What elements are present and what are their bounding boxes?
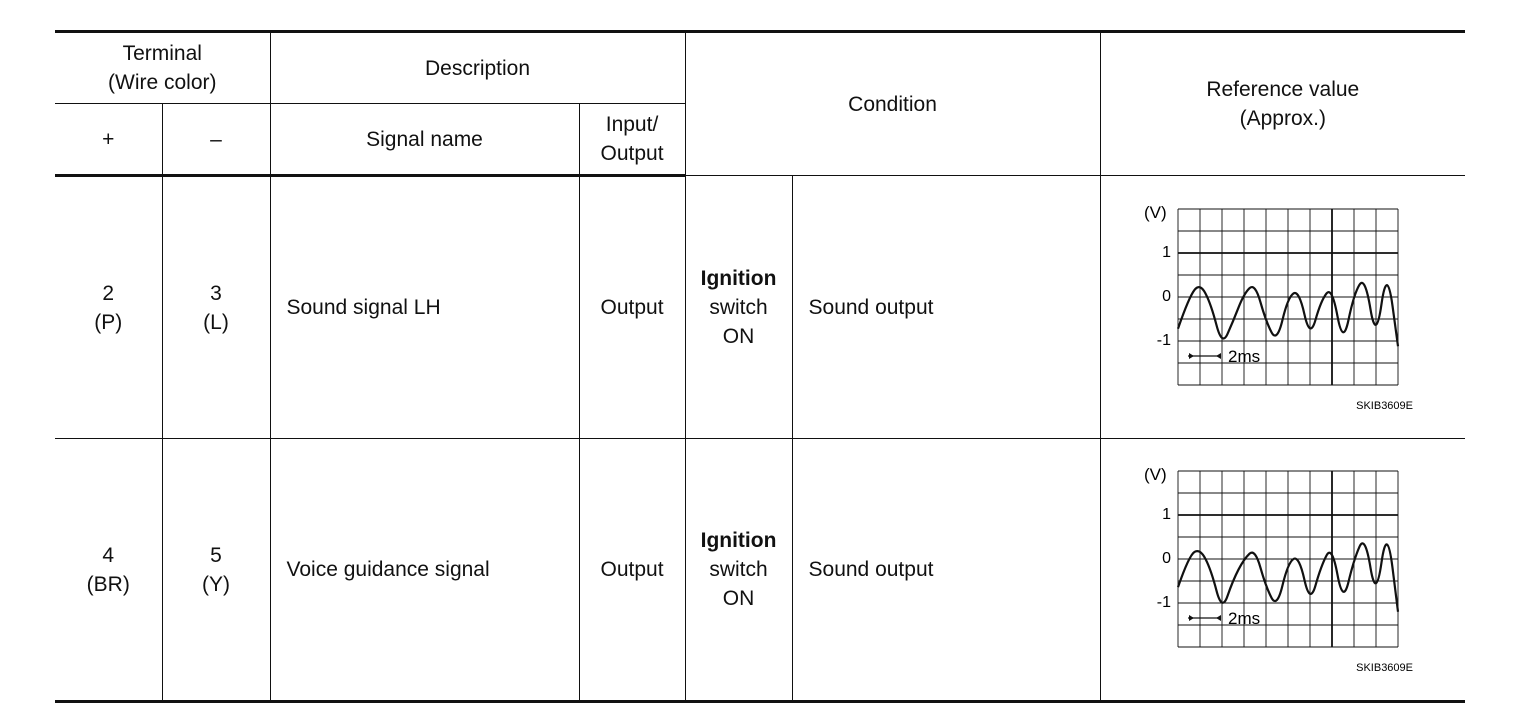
plus-header: + — [55, 104, 162, 176]
wire-color: (BR) — [86, 572, 130, 596]
minus-terminal-cell — [162, 176, 270, 439]
time-scale-label: 2ms — [1227, 346, 1260, 366]
reference-waveform-graph — [1138, 457, 1428, 682]
condition-line: switch — [709, 295, 768, 319]
time-scale-label: 2ms — [1227, 609, 1260, 628]
signal-name-cell: Sound signal LH — [270, 176, 579, 439]
table-row — [55, 439, 1465, 702]
figure-code: SKIB3609E — [1355, 399, 1413, 412]
input-label: Input/ — [605, 113, 659, 136]
graph-grid — [1178, 471, 1398, 647]
reference-header — [1100, 32, 1465, 176]
y-unit-label: (V) — [1143, 465, 1167, 484]
plus-terminal-cell — [55, 176, 162, 439]
condition-cell — [685, 439, 792, 702]
condition-header: Condition — [685, 32, 1100, 176]
minus-terminal-cell — [162, 439, 270, 702]
signal-name-header: Signal name — [270, 104, 579, 176]
wire-color: (Y) — [202, 572, 230, 596]
input-output-cell: Output — [579, 439, 685, 702]
condition-detail-cell: Sound output — [792, 176, 1100, 439]
wire-color: (P) — [94, 310, 123, 334]
terminal-number: 5 — [210, 543, 222, 567]
wire-color-label: (Wire color) — [108, 71, 217, 94]
reference-waveform-graph — [1138, 195, 1428, 420]
table-row — [55, 176, 1465, 439]
condition-line: Ignition — [700, 266, 777, 290]
y-tick-label: 0 — [1161, 550, 1171, 567]
y-tick-label: 0 — [1161, 287, 1171, 305]
time-scale-marker — [1188, 353, 1221, 359]
signal-name-cell: Voice guidance signal — [270, 439, 579, 702]
specification-table — [55, 30, 1465, 703]
condition-line: ON — [722, 587, 755, 610]
condition-line: switch — [709, 558, 768, 581]
condition-line: ON — [722, 324, 755, 348]
terminal-number: 4 — [102, 543, 115, 567]
reference-value-cell — [1100, 439, 1465, 702]
condition-detail-cell: Sound output — [792, 439, 1100, 702]
input-output-cell: Output — [579, 176, 685, 439]
condition-cell — [685, 176, 792, 439]
y-tick-label: 1 — [1161, 243, 1171, 261]
plus-terminal-cell — [55, 439, 162, 702]
minus-header: – — [162, 104, 270, 176]
y-unit-label: (V) — [1143, 202, 1167, 222]
graph-grid — [1178, 209, 1398, 385]
reference-label: Reference value — [1206, 78, 1360, 101]
reference-approx-label: (Approx.) — [1239, 107, 1326, 130]
y-tick-label: -1 — [1156, 331, 1171, 349]
terminal-label: Terminal — [122, 42, 202, 65]
y-tick-label: -1 — [1156, 594, 1171, 611]
y-tick-label: 1 — [1161, 506, 1171, 523]
terminal-header — [55, 32, 270, 104]
terminal-number: 3 — [210, 281, 222, 305]
condition-line: Ignition — [700, 529, 777, 552]
terminal-number: 2 — [102, 281, 115, 305]
header-row — [55, 32, 1465, 104]
description-header: Description — [270, 32, 685, 104]
wire-color: (L) — [203, 310, 229, 334]
input-output-header — [579, 104, 685, 176]
figure-code: SKIB3609E — [1355, 662, 1413, 674]
output-label: Output — [600, 142, 664, 165]
time-scale-marker — [1188, 615, 1221, 621]
reference-value-cell — [1100, 176, 1465, 439]
